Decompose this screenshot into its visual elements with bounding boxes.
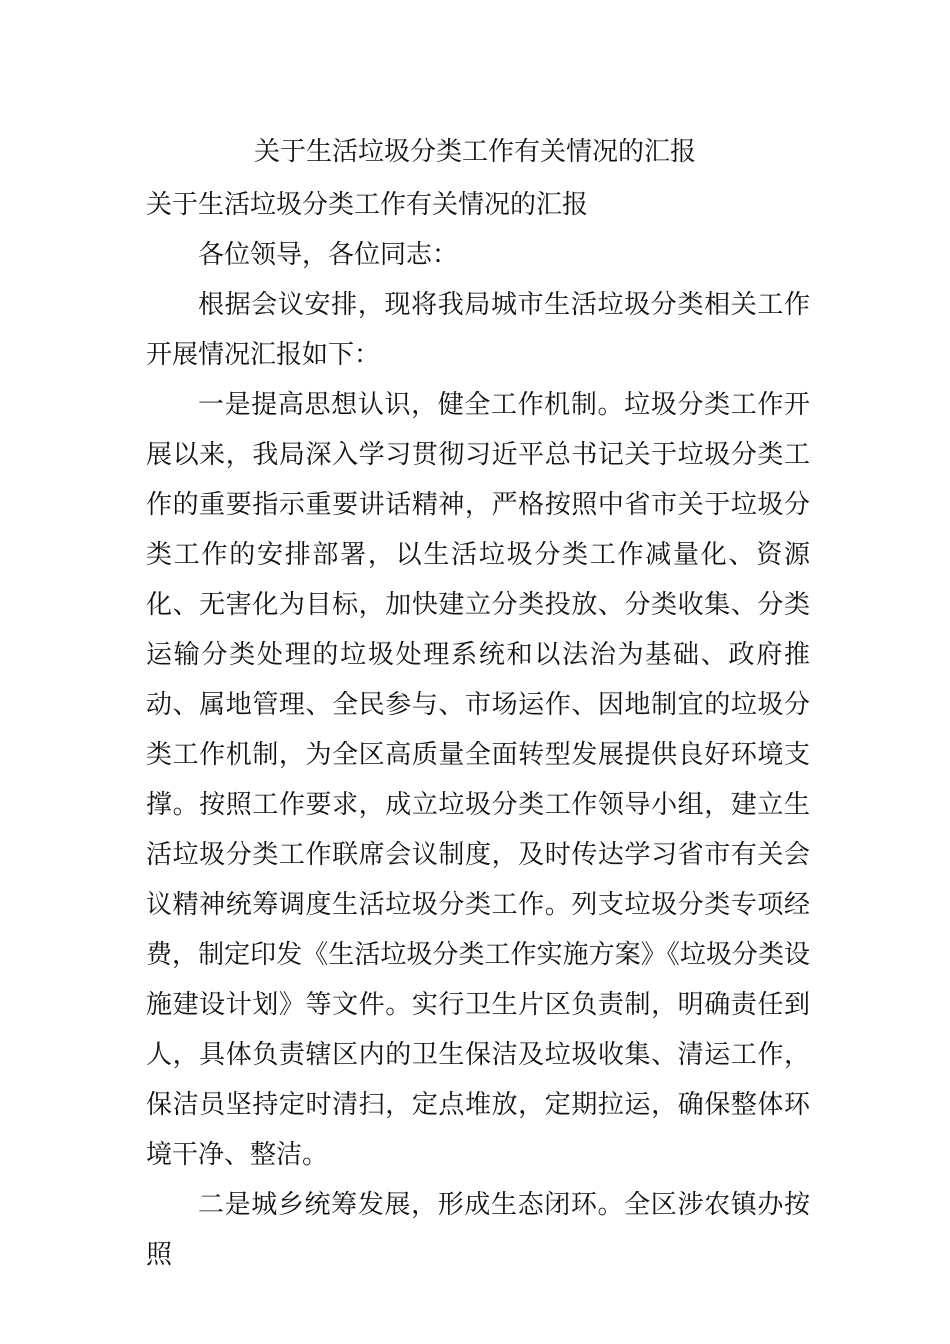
document-body xyxy=(146,180,810,1280)
paragraph-repeated-title: 关于生活垃圾分类工作有关情况的汇报 xyxy=(146,190,589,220)
paragraph-salutation: 各位领导，各位同志： xyxy=(198,240,459,270)
paragraph-intro: 根据会议安排，现将我局城市生活垃圾分类相关工作开展情况汇报如下： xyxy=(146,290,810,370)
paragraph-section-one: 一是提高思想认识，健全工作机制。垃圾分类工作开展以来，我局深入学习贯彻习近平总书记关于垃圾分类工作的重要指示重要讲话精神，严格按照中省市关于垃圾分类工作的安排部署，以生活垃圾分类工作减量化、资源化、无害化为目标，加快建立分类投放、分类收集、分类运输分类处理的垃圾处理系统和以法治为基础、政府推动、属地管理、全民参与、市场运作、因地制宜的垃圾分类工作机制，为全区高质量全面转型发展提供良好环境支撑。按照工作要求，成立垃圾分类工作领导小组，建立生活垃圾分类工作联席会议制度，及时传达学习省市有关会议精神统筹调度生活垃圾分类工作。列支垃圾分类专项经费，制定印发《生活垃圾分类工作实施方案》《垃圾分类设施建设计划》等文件。实行卫生片区负责制，明确责任到人，具体负责辖区内的卫生保洁及垃圾收集、清运工作，保洁员坚持定时清扫，定点堆放，定期拉运，确保整体环境干净、整洁。 xyxy=(146,390,810,1170)
document-title: 关于生活垃圾分类工作有关情况的汇报 xyxy=(253,137,696,167)
paragraph-section-two: 二是城乡统筹发展，形成生态闭环。全区涉农镇办按照 xyxy=(146,1190,810,1270)
